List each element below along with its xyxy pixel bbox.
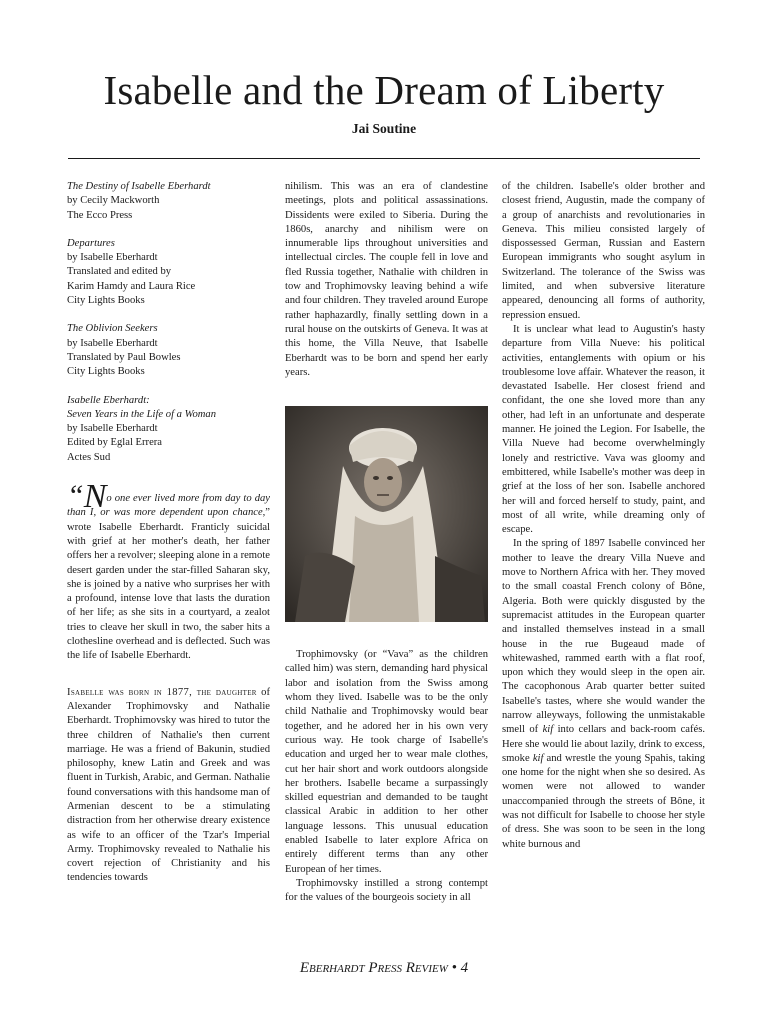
column-3: [502, 180, 705, 852]
book-entry: [67, 180, 270, 223]
book-line: by Isabelle Eberhardt: [67, 252, 158, 264]
section-two-paragraph: [67, 686, 270, 886]
book-line: Translated and edited by: [67, 266, 172, 278]
book-line: Edited by Eglal Errera: [67, 437, 163, 449]
book-entry: [67, 237, 270, 308]
book-line: by Cecily Mackworth: [67, 195, 160, 207]
section-lead-in: Isabelle was born in 1877, the daughter: [67, 686, 257, 698]
opening-quote: [67, 478, 270, 664]
footer-separator: •: [447, 960, 461, 976]
book-line: by Isabelle Eberhardt: [67, 423, 158, 435]
portrait-photo: [285, 406, 488, 622]
book-line: City Lights Books: [67, 295, 145, 307]
quote-text: o one ever lived more from day to day than I, or was more dependent upon chance,: [67, 493, 270, 519]
paragraph: Trophimovsky instilled a strong contempt for the values of the bourgeois society in all: [285, 877, 488, 904]
italic-term: kif: [542, 724, 554, 736]
portrait-image: [285, 406, 488, 622]
quote-rest: ” wrote Isabelle Eberhardt. Franticly suicidal with grief at her mother's death, her father offers her a revolver; sleeping alone in a remote desert garden under the star-filled Saharan sky, she is joined by a native who surprises her with a profound, intense love that lasts the duration of her life; as she sits in a courtyard, a zealot tries to cleave her skull in two, the saber hits a clothesline overhead and is deflected. Such was the life of Isabelle Eberhardt.: [67, 507, 270, 662]
article-author: Jai Soutine: [351, 121, 417, 136]
drop-cap: N: [83, 478, 107, 516]
column-2: [285, 180, 488, 906]
paragraph-text: In the spring of 1897 Isabelle convinced her mother to leave the dreary Villa Nueve and move to Northern Africa with her. They moved to the small coastal French colony of Bône, Algeria. Both were quickly disgusted by the supremacist attitudes in the European quarter and installed themselves instead in a small house in the rue Bugeaud made of whitewashed, rammed earth with a flat roof, upon which they would sleep in the open air. The cacophonous Arab quarter better suited Isabelle's tastes, where she would wander the narrow alleyways, following the unmistakable smell of: [502, 538, 705, 736]
book-line: City Lights Books: [67, 366, 145, 378]
paragraph-text: into cellars and back-room cafés. Here she would lie about lazily, drink to excess, smoke: [502, 724, 705, 764]
book-title: The Oblivion Seekers: [67, 323, 158, 335]
book-line: The Ecco Press: [67, 209, 133, 221]
page-number: 4: [460, 960, 469, 976]
book-line: Karim Hamdy and Laura Rice: [67, 280, 196, 292]
quote-mark: “: [67, 479, 84, 513]
paragraph: Trophimovsky (or “Vava” as the children called him) was stern, demanding hard physical labor and isolation from the Swiss among whom they lived. Isabelle was to be the only child Nathalie and Trophimovsky would bear together, and he adored her in his own very curious way. He took charge of Isabelle's education and urged her to wear male clothes, cut her hair short and work outdoors alongside her brothers. Isabelle became a surpassingly skilled equestrian and demanded to be taught classical Arabic in addition to her other language lessons. This unusual education enabled Isabelle to later explore Africa on entirely different terms than any other European of her times.: [285, 649, 488, 875]
paragraph-text: and wrestle the young Spahis, taking one home for the night when she so desired. As women were not allowed to wander unaccompanied through the streets of Bône, it was not difficult for Isabelle to choose her style of dress. She was soon to be seen in the long white burnous and: [502, 752, 705, 850]
paragraph: of the children. Isabelle's older brother and closest friend, Augustin, made the company of a group of anarchists and revolutionaries in Geneva. This milieu consisted largely of dispossessed German, Russian and Eastern European immigrants who sought asylum in Switzerland. The tolerance of the Swiss was limited, and when subversive literature appeared, denouncing all forms of authority, repression ensued.: [502, 181, 705, 321]
page-footer: [0, 960, 768, 977]
column-1: [67, 180, 270, 886]
publication-name: Eberhardt Press Review: [299, 960, 448, 976]
title-divider: [68, 158, 700, 159]
book-title: Isabelle Eberhardt:: [67, 394, 150, 406]
book-subtitle: Seven Years in the Life of a Woman: [67, 408, 216, 420]
book-title: Departures: [67, 237, 115, 249]
book-line: Actes Sud: [67, 451, 111, 463]
italic-term: kif: [532, 752, 544, 764]
article-title: Isabelle and the Dream of Liberty: [103, 67, 665, 113]
book-entry: [67, 322, 270, 379]
paragraph: [502, 537, 705, 852]
book-line: Translated by Paul Bowles: [67, 351, 181, 363]
book-line: by Isabelle Eberhardt: [67, 337, 158, 349]
book-title: The Destiny of Isabelle Eberhardt: [67, 181, 211, 192]
paragraph: It is unclear what lead to Augustin's hasty departure from Villa Nueve: his political activities, entanglements with opium or his troublesome love affair. Whatever the reason, it devastated Isabelle. Her closest friend and confidant, the one she loved more than any other, had left in an unfortunate and desperate manner. He joined the Legion. For Isabelle, the Villa Nueve had become overwhelmingly lonely and restrictive. Vava was gloomy and embittered, while Isabelle's mother was deep in grief at the loss of her son. Isabelle anchored her will and forced herself to study, paint, and most of all write, while dreaming only of escape.: [502, 323, 705, 536]
book-entry: [67, 394, 270, 465]
paragraph: nihilism. This was an era of clandestine meetings, plots and political assassinations. Dissidents were exiled to Siberia. During the 1860s, anarchy and nihilism were on innumerable lips throughout universities and intellectual circles. The couple fell in love and fled Russia together, Nathalie with children in tow and Trophimovsky leaving behind a wife and four children. They traveled around Europe rather haphazardly, finally settling down in a rural house on the outskirts of Geneva. It was at this home, the Villa Neuve, that Isabelle Eberhardt was to be born and spend her early years.: [285, 181, 488, 378]
section-text: of Alexander Trophimovsky and Nathalie Eberhardt. Trophimovsky was hired to tutor the three children of Nathalie's then current marriage. He was a friend of Bakunin, studied philosophy, knew Latin and Greek and was fluent in Turkish, Arabic, and German. Nathalie found conversations with this handsome man of Armenian descent to be a stimulating distraction from her otherwise dreary existence as wife to an officer of the Tzar's Imperial Army. Trophimovsky revealed to Nathalie his covert rejection of Christianity and his tendencies towards: [67, 686, 271, 884]
